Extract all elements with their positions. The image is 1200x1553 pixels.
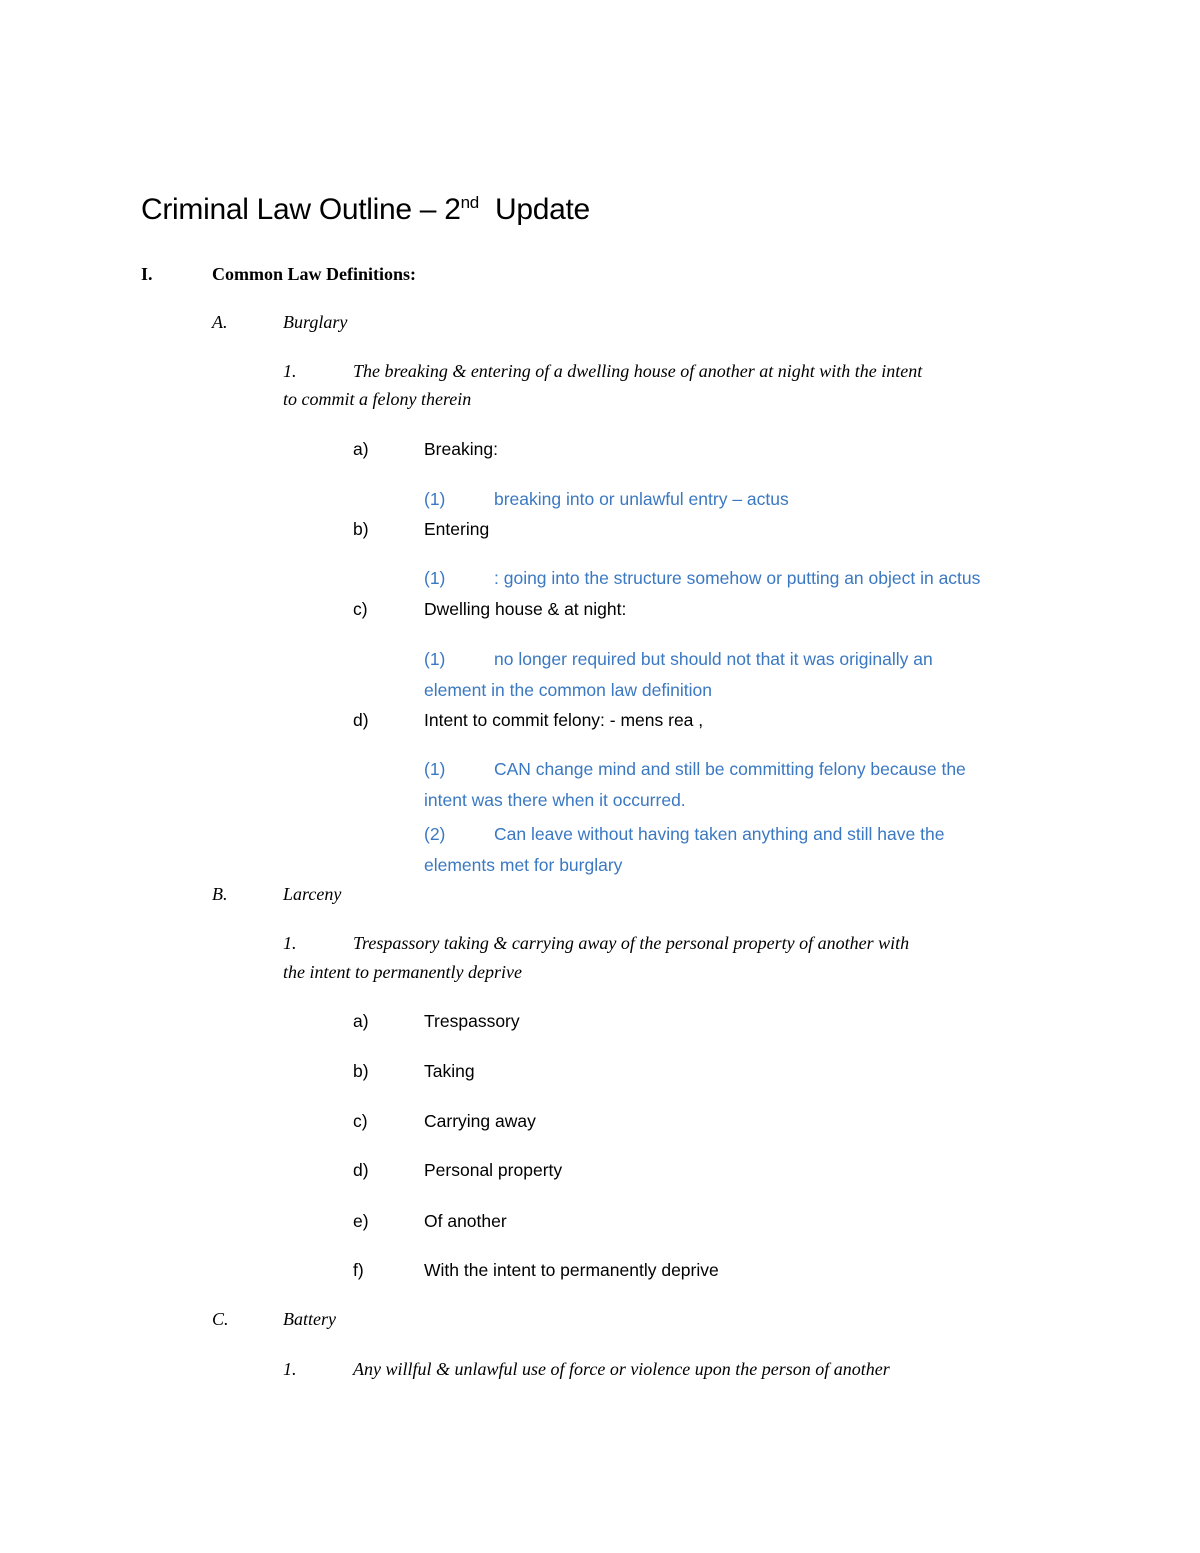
burglary-def-label: 1. <box>283 361 297 381</box>
note-text: CAN change mind and still be committing felony because the <box>494 759 966 779</box>
title-tail: Update <box>495 193 590 226</box>
note-text: Can leave without having taken anything and still have the <box>494 824 945 844</box>
page-title <box>141 193 590 227</box>
burglary-element-text: Intent to commit felony: - mens rea , <box>424 710 704 730</box>
larceny-element-label: b) <box>353 1061 369 1081</box>
larceny-element-text: Taking <box>424 1061 475 1081</box>
larceny-element-label: c) <box>353 1111 368 1131</box>
burglary-element-label: b) <box>353 519 369 539</box>
title-main: Criminal Law Outline – 2 <box>141 193 461 226</box>
larceny-element-label: a) <box>353 1011 369 1031</box>
larceny-element-text: Trespassory <box>424 1011 520 1031</box>
burglary-def-line2: to commit a felony therein <box>283 389 472 409</box>
larceny-element-text: Of another <box>424 1211 507 1231</box>
burglary-element-label: a) <box>353 439 369 459</box>
battery-def-label: 1. <box>283 1359 297 1379</box>
note-label: (2) <box>424 824 446 844</box>
larceny-element-label: f) <box>353 1260 364 1280</box>
larceny-label: B. <box>212 884 228 904</box>
battery-def-line1: Any willful & unlawful use of force or violence upon the person of another <box>353 1359 890 1379</box>
larceny-def-line2: the intent to permanently deprive <box>283 962 522 982</box>
burglary-element-text: Dwelling house & at night: <box>424 599 627 619</box>
burglary-def-line1: The breaking & entering of a dwelling house of another at night with the intent <box>353 361 923 381</box>
burglary-element-text: Breaking: <box>424 439 498 459</box>
note-text: breaking into or unlawful entry – actus <box>494 489 789 509</box>
note-label: (1) <box>424 489 446 509</box>
note-text: element in the common law definition <box>424 680 712 700</box>
larceny-element-text: Personal property <box>424 1160 563 1180</box>
larceny-element-label: d) <box>353 1160 369 1180</box>
larceny-def-label: 1. <box>283 933 297 953</box>
section-i-label: I. <box>141 264 153 284</box>
note-text: elements met for burglary <box>424 855 623 875</box>
burglary-label: A. <box>212 312 228 332</box>
burglary-element-label: d) <box>353 710 369 730</box>
note-text: intent was there when it occurred. <box>424 790 686 810</box>
note-label: (1) <box>424 759 446 779</box>
burglary-element-label: c) <box>353 599 368 619</box>
larceny-element-text: Carrying away <box>424 1111 536 1131</box>
note-text: no longer required but should not that it was originally an <box>494 649 933 669</box>
larceny-heading: Larceny <box>283 884 342 904</box>
larceny-element-label: e) <box>353 1211 369 1231</box>
section-i-heading: Common Law Definitions: <box>212 264 417 284</box>
burglary-element-text: Entering <box>424 519 490 539</box>
burglary-heading: Burglary <box>283 312 348 332</box>
battery-heading: Battery <box>283 1309 336 1329</box>
battery-label: C. <box>212 1309 229 1329</box>
title-superscript: nd <box>460 193 479 212</box>
note-label: (1) <box>424 649 446 669</box>
note-text: : going into the structure somehow or putting an object in actus <box>494 568 981 588</box>
note-label: (1) <box>424 568 446 588</box>
larceny-def-line1: Trespassory taking & carrying away of the personal property of another with <box>353 933 910 953</box>
larceny-element-text: With the intent to permanently deprive <box>424 1260 719 1280</box>
